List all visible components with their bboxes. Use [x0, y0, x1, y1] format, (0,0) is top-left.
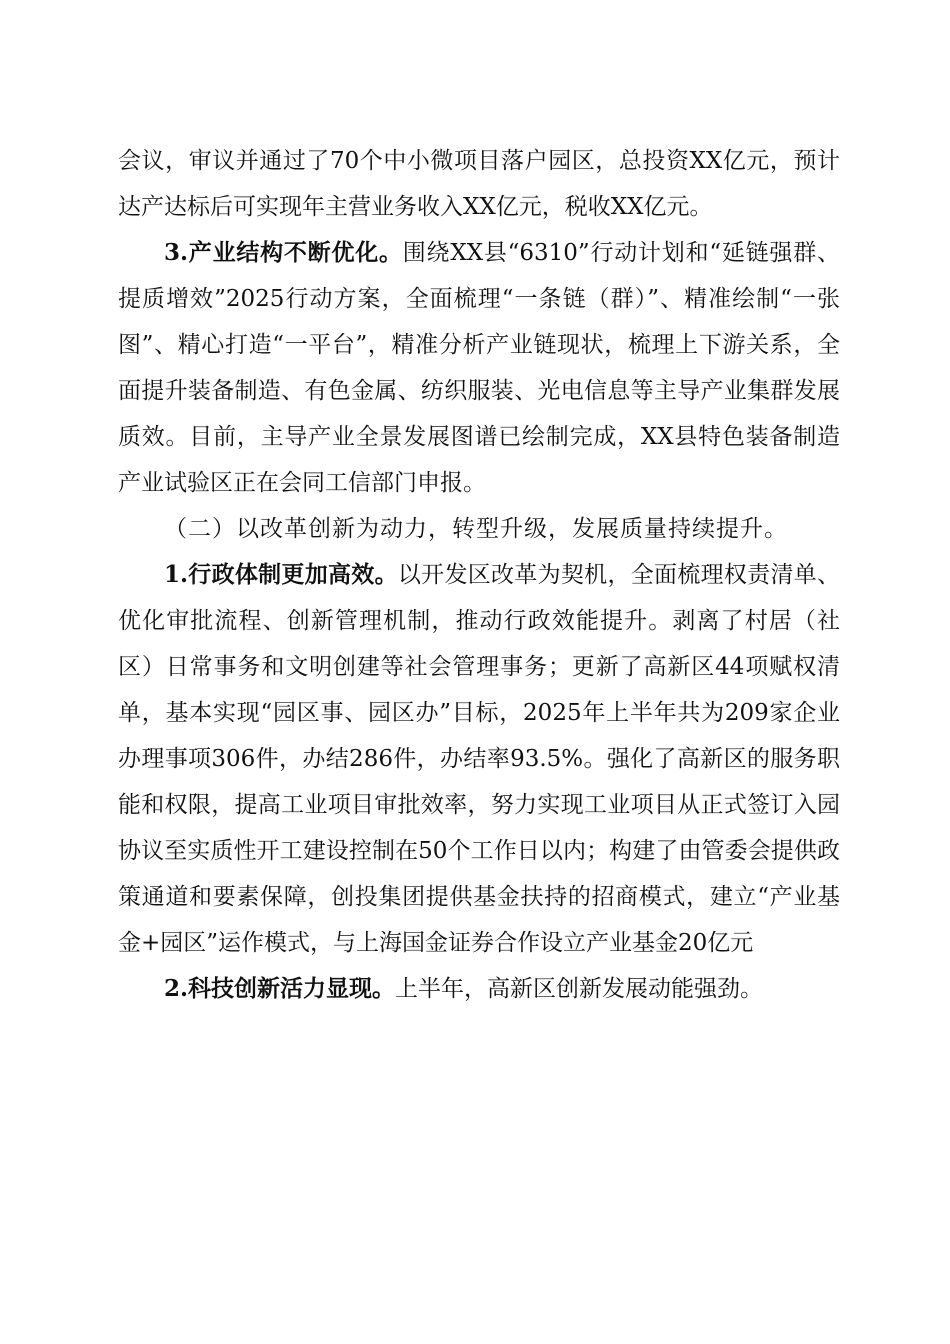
body-administration: 以开发区改革为契机，全面梳理权责清单、优化审批流程、创新管理机制，推动行政效能提升。剥离了村居（社区）日常事务和文明创建等社会管理事务；更新了高新区44项赋权清单，基本实现“园区事、园区办”目标，2025年上半年共为209家企业办理事项306件，办结286件，办结率93.5%。强化了高新区的服务职能和权限，提高工业项目审批效率，努力实现工业项目从正式签订入园协议至实质性开工建设控制在50个工作日以内；构建了由管委会提供政策通道和要素保障，创投集团提供基金扶持的招商模式，建立“产业基金+园区”运作模式，与上海国金证券合作设立产业基金20亿元 — [118, 562, 841, 956]
paragraph-innovation — [118, 966, 840, 1012]
paragraph-administration — [118, 552, 840, 966]
body-industry-structure: 围绕XX县“6310”行动计划和“延链强群、提质增效”2025行动方案，全面梳理“一条链（群）”、精准绘制“一张图”、精心打造“一平台”，精准分析产业链现状，梳理上下游关系，全面提升装备制造、有色金属、纺织服装、光电信息等主导产业集群发展质效。目前，主导产业全景发展图谱已绘制完成，XX县特色装备制造产业试验区正在会同工信部门申报。 — [118, 240, 840, 496]
heading-administration: 1.行政体制更加高效。 — [164, 561, 398, 588]
heading-industry-structure: 3.产业结构不断优化。 — [164, 239, 403, 266]
section-heading-reform: （二）以改革创新为动力，转型升级，发展质量持续提升。 — [164, 516, 788, 542]
paragraph-investment: 会议，审议并通过了70个中小微项目落户园区，总投资XX亿元，预计达产达标后可实现年主营业务收入XX亿元，税收XX亿元。 — [118, 148, 840, 220]
paragraph-industry-structure — [118, 230, 840, 506]
body-innovation: 上半年，高新区创新发展动能强劲。 — [395, 976, 764, 1002]
heading-innovation: 2.科技创新活力显现。 — [164, 975, 396, 1002]
document-page — [118, 138, 840, 1012]
